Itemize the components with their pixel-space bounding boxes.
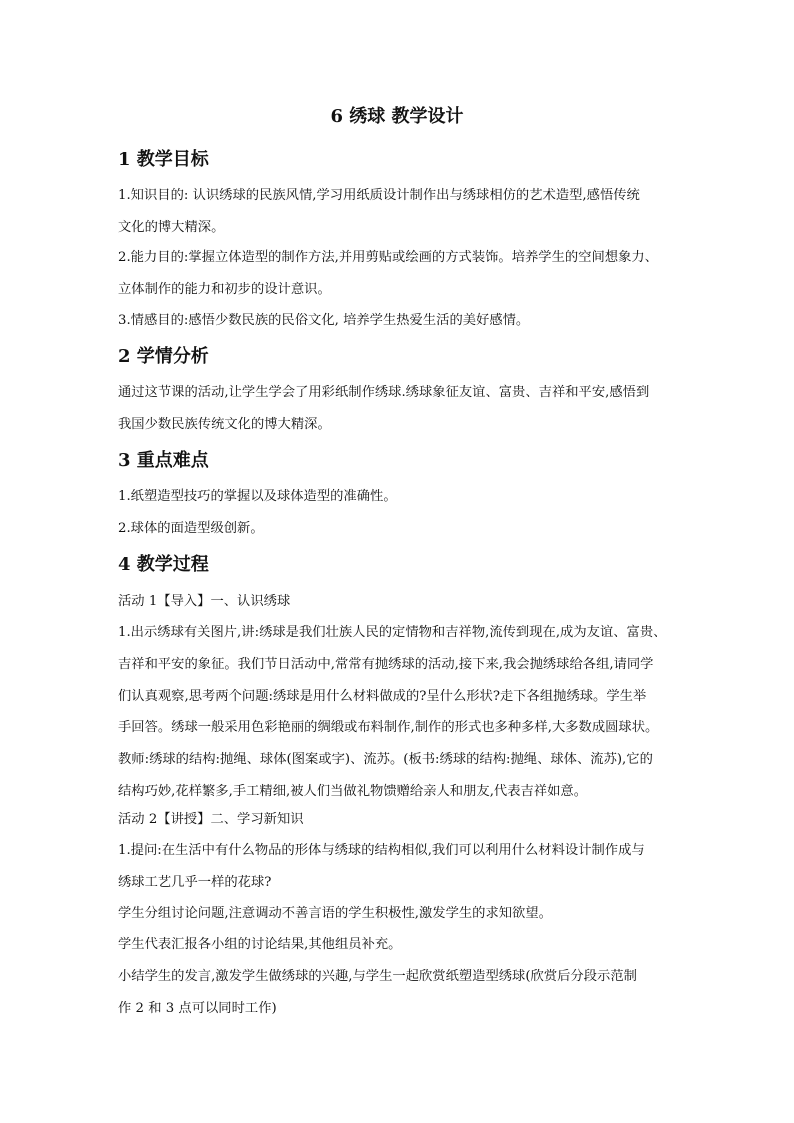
paragraph-activity-2-title [118,804,678,836]
paragraph-ability-goal [118,242,678,306]
text-line: 手回答。绣球一般采用色彩艳丽的绸缎或布料制作,制作的形式也多种多样,大多数成圆球状。 [118,720,659,736]
section-heading-key-points: 3 重点难点 [118,450,209,471]
paragraph-group-discussion [118,898,678,930]
text-line: 3.情感目的:感悟少数民族的民俗文化, 培养学生热爱生活的美好感情。 [118,313,530,328]
section-heading-teaching-process: 4 教学过程 [118,554,209,575]
text-line: 吉祥和平安的象征。我们节日活动中,常常有抛绣球的活动,接下来,我会抛绣球给各组,请同学 [118,656,654,672]
text-line: 2.球体的面造型级创新。 [118,521,264,536]
document-title: 6 绣球 教学设计 [330,106,464,127]
text-line: 学生代表汇报各小组的讨论结果,其他组员补充。 [118,937,402,952]
paragraph-activity-1-title [118,586,678,618]
text-line: 通过这节课的活动,让学生学会了用彩纸制作绣球.绣球象征友谊、富贵、吉祥和平安,感悟到 [118,385,650,400]
text-line: 活动 1【导入】一、认识绣球 [118,594,291,609]
paragraph-activity-1-body [118,617,678,808]
paragraph-summary [118,961,678,1025]
paragraph-student-analysis [118,377,678,441]
section-heading-teaching-goals: 1 教学目标 [118,149,209,170]
text-line: 活动 2【讲授】二、学习新知识 [118,812,304,827]
text-line: 小结学生的发言,激发学生做绣球的兴趣,与学生一起欣赏纸塑造型绣球(欣赏后分段示范制 [118,969,637,984]
paragraph-emotion-goal [118,305,678,337]
section-heading-student-analysis: 2 学情分析 [118,346,209,367]
text-line: 1.提问:在生活中有什么物品的形体与绣球的结构相似,我们可以利用什么材料设计制作成与 [118,843,645,858]
text-line: 1.知识目的: 认识绣球的民族风情,学习用纸质设计制作出与绣球相仿的艺术造型,感悟传统 [118,188,640,203]
paragraph-group-report [118,929,678,961]
text-line: 2.能力目的:掌握立体造型的制作方法,并用剪贴或绘画的方式装饰。培养学生的空间想象力、 [118,250,658,265]
paragraph-activity-2-question [118,835,678,899]
text-line: 我国少数民族传统文化的博大精深。 [118,416,331,432]
text-line: 学生分组讨论问题,注意调动不善言语的学生积极性,激发学生的求知欲望。 [118,906,552,921]
text-line: 文化的博大精深。 [118,219,225,235]
text-line: 1.纸塑造型技巧的掌握以及球体造型的准确性。 [118,489,397,504]
text-line: 立体制作的能力和初步的设计意识。 [118,281,331,297]
text-line: 们认真观察,思考两个问题:绣球是用什么材料做成的?呈什么形状?走下各组抛绣球。学生举 [118,688,647,704]
text-line: 结构巧妙,花样繁多,手工精细,被人们当做礼物馈赠给亲人和朋友,代表吉祥如意。 [118,783,587,799]
text-line: 1.出示绣球有关图片,讲:绣球是我们壮族人民的定情物和吉祥物,流传到现在,成为友谊、富贵、 [118,625,667,640]
paragraph-key-point-2 [118,513,678,545]
paragraph-key-point-1 [118,481,678,513]
text-line: 绣球工艺几乎一样的花球? [118,874,272,890]
text-line: 教师:绣球的结构:抛绳、球体(图案或字)、流苏。(板书:绣球的结构:抛绳、球体、流苏),它的 [118,752,653,768]
text-line: 作 2 和 3 点可以同时工作) [118,1000,277,1016]
paragraph-knowledge-goal [118,180,678,244]
